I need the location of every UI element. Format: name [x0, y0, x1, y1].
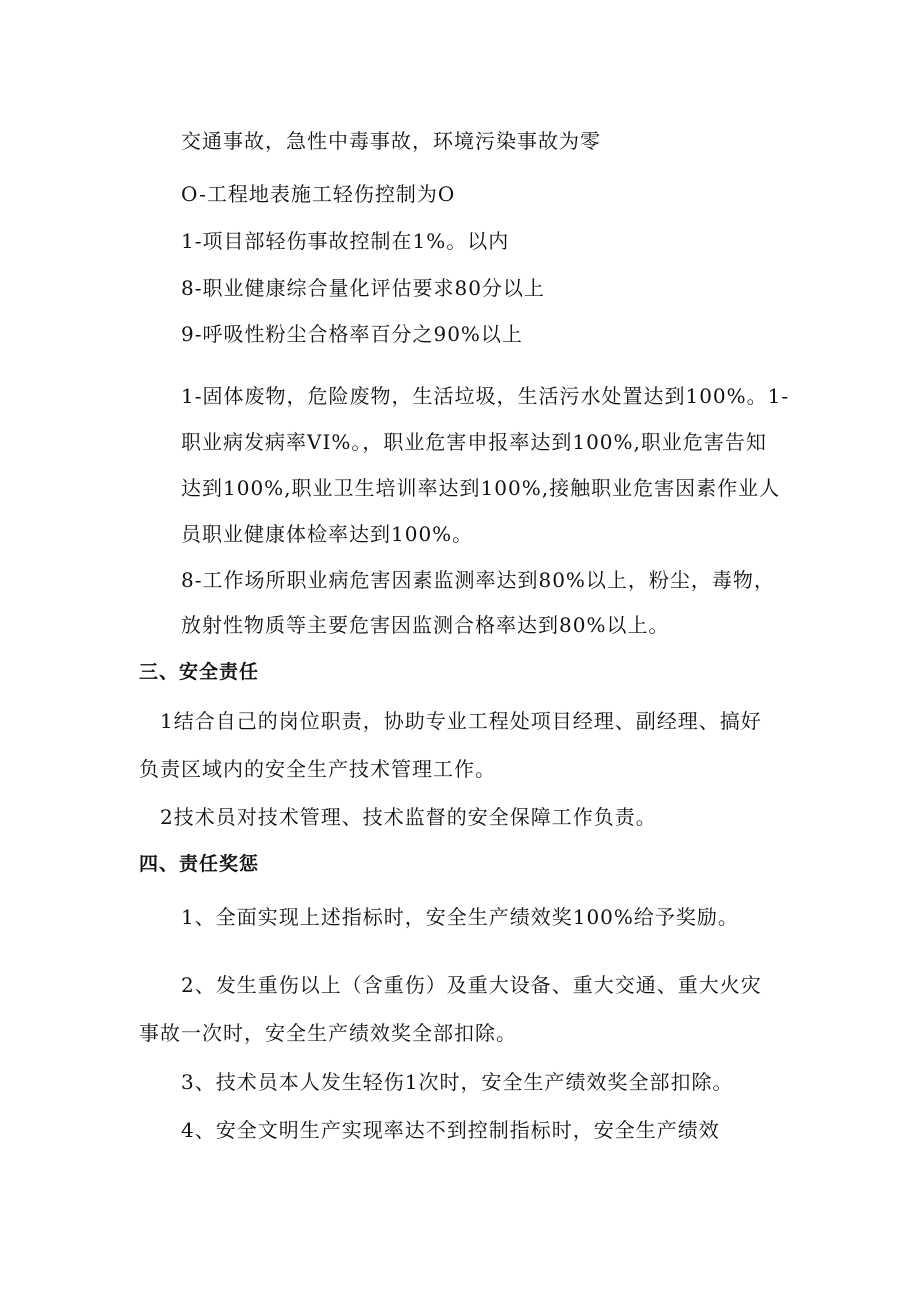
- paragraph-waste-line-3: 达到100%,职业卫生培训率达到100%,接触职业危害因素作业人: [181, 476, 781, 500]
- paragraph-waste-line-1: 1-固体废物，危险废物，生活垃圾，生活污水处置达到100%。1-: [181, 384, 790, 408]
- responsibility-item-2: 2技术员对技术管理、技术监督的安全保障工作负责。: [160, 805, 657, 829]
- target-line-surface-injury: O-工程地表施工轻伤控制为O: [181, 182, 456, 206]
- paragraph-waste-line-4: 员职业健康体检率达到100%。: [181, 522, 474, 546]
- target-line-project-injury: 1-项目部轻伤事故控制在1%。以内: [181, 229, 510, 253]
- reward-item-1: 1、全面实现上述指标时，安全生产绩效奖100%给予奖励。: [181, 905, 739, 929]
- paragraph-monitoring-line-2: 放射性物质等主要危害因监测合格率达到80%以上。: [181, 613, 670, 637]
- target-line-dust: 9-呼吸性粉尘合格率百分之90%以上: [181, 322, 523, 346]
- paragraph-waste-line-2: 职业病发病率VI%。，职业危害申报率达到100%,职业危害告知: [181, 430, 767, 454]
- responsibility-item-1-line-1: 1结合自己的岗位职责，协助专业工程处项目经理、副经理、搞好: [160, 709, 762, 733]
- responsibility-item-1-line-2: 负责区域内的安全生产技术管理工作。: [139, 757, 496, 781]
- penalty-item-4: 4、安全文明生产实现率达不到控制指标时，安全生产绩效: [181, 1118, 720, 1142]
- paragraph-monitoring-line-1: 8-工作场所职业病危害因素监测率达到80%以上，粉尘，毒物，: [181, 568, 775, 592]
- section-heading-rewards-penalties: 四、责任奖惩: [139, 853, 260, 875]
- penalty-item-3: 3、技术员本人发生轻伤1次时，安全生产绩效奖全部扣除。: [181, 1070, 734, 1094]
- target-line-accidents: 交通事故，急性中毒事故，环境污染事故为零: [181, 129, 601, 153]
- penalty-item-2-line-1: 2、发生重伤以上（含重伤）及重大设备、重大交通、重大火灾: [181, 973, 762, 997]
- section-heading-safety-responsibility: 三、安全责任: [139, 661, 260, 683]
- penalty-item-2-line-2: 事故一次时，安全生产绩效奖全部扣除。: [139, 1021, 517, 1045]
- target-line-health-evaluation: 8-职业健康综合量化评估要求80分以上: [181, 276, 545, 300]
